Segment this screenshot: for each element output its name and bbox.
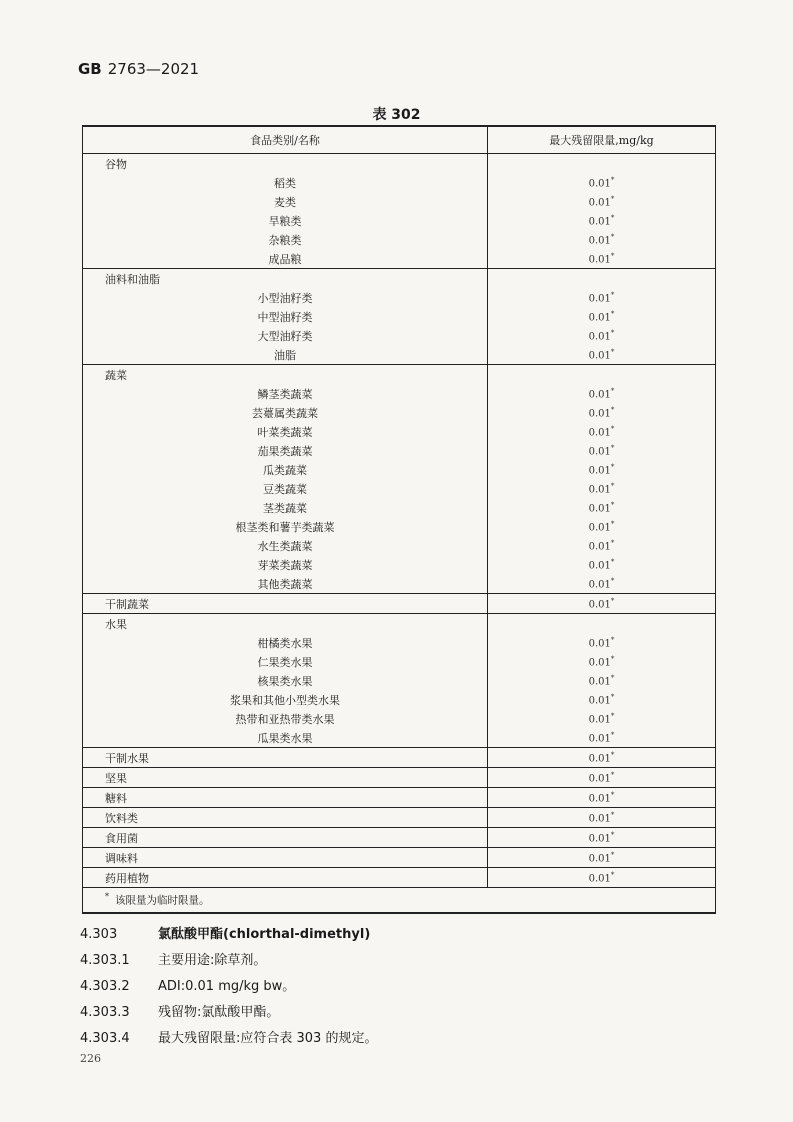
- clause-number: 4.303.4: [80, 1031, 130, 1046]
- mrl-value-cell: [488, 269, 716, 289]
- mrl-value-cell: [488, 498, 716, 517]
- table-row: [83, 808, 716, 828]
- mrl-value: 0.01: [588, 235, 611, 247]
- temporary-limit-mark: *: [610, 770, 615, 779]
- mrl-value-cell: [488, 614, 716, 634]
- mrl-value-cell: [488, 403, 716, 422]
- mrl-value: 0.01: [588, 446, 611, 458]
- clause-residue: [80, 1000, 377, 1026]
- mrl-value-cell: [488, 594, 716, 614]
- temporary-limit-mark: *: [610, 830, 615, 839]
- mrl-value-cell: [488, 868, 716, 888]
- clause-usage: [80, 948, 377, 974]
- food-subcategory: 叶菜类蔬菜: [83, 422, 488, 441]
- food-subcategory: 杂粮类: [83, 230, 488, 249]
- clause-number: 4.303.2: [80, 979, 130, 994]
- table-row: [83, 192, 716, 211]
- food-subcategory: 大型油籽类: [83, 326, 488, 345]
- table-row: [83, 652, 716, 671]
- food-subcategory: 油脂: [83, 345, 488, 365]
- food-subcategory: 热带和亚热带类水果: [83, 709, 488, 728]
- table-row: [83, 788, 716, 808]
- food-category: 水果: [83, 614, 488, 634]
- table-row: [83, 614, 716, 634]
- mrl-value: 0.01: [588, 676, 611, 688]
- mrl-value-cell: [488, 192, 716, 211]
- food-subcategory: 茄果类蔬菜: [83, 441, 488, 460]
- mrl-value-cell: [488, 288, 716, 307]
- mrl-value: 0.01: [588, 178, 611, 190]
- table-row: [83, 365, 716, 385]
- mrl-value-cell: [488, 326, 716, 345]
- food-subcategory: 瓜类蔬菜: [83, 460, 488, 479]
- mrl-value: 0.01: [588, 833, 611, 845]
- mrl-value: 0.01: [588, 733, 611, 745]
- temporary-limit-mark: *: [610, 673, 615, 682]
- mrl-value-cell: [488, 671, 716, 690]
- footnote-text: 该限量为临时限量。: [115, 894, 210, 907]
- food-subcategory: 其他类蔬菜: [83, 574, 488, 594]
- food-subcategory: 鳞茎类蔬菜: [83, 384, 488, 403]
- table-row: [83, 288, 716, 307]
- footnote-mark: *: [105, 892, 109, 902]
- table-row: [83, 154, 716, 174]
- mrl-value: 0.01: [588, 254, 611, 266]
- food-category: 药用植物: [83, 868, 488, 888]
- mrl-value: 0.01: [588, 853, 611, 865]
- temporary-limit-mark: *: [610, 790, 615, 799]
- mrl-value: 0.01: [588, 522, 611, 534]
- mrl-value: 0.01: [588, 599, 611, 611]
- mrl-value: 0.01: [588, 427, 611, 439]
- temporary-limit-mark: *: [610, 386, 615, 395]
- clause-adi: [80, 974, 377, 1000]
- food-subcategory: 浆果和其他小型类水果: [83, 690, 488, 709]
- table-row: [83, 728, 716, 748]
- table-row: [83, 828, 716, 848]
- clause-text: 最大残留限量:应符合表 303 的规定。: [158, 1031, 378, 1046]
- mrl-value-cell: [488, 848, 716, 868]
- table-row: [83, 211, 716, 230]
- temporary-limit-mark: *: [610, 424, 615, 433]
- table-row: [83, 768, 716, 788]
- table-row: [83, 173, 716, 192]
- mrl-value: 0.01: [588, 197, 611, 209]
- mrl-value: 0.01: [588, 312, 611, 324]
- mrl-value-cell: [488, 173, 716, 192]
- clause-text: ADI:0.01 mg/kg bw。: [158, 979, 296, 994]
- mrl-value: 0.01: [588, 873, 611, 885]
- temporary-limit-mark: *: [610, 870, 615, 879]
- food-subcategory: 芽菜类蔬菜: [83, 555, 488, 574]
- food-category: 干制水果: [83, 748, 488, 768]
- mrl-value: 0.01: [588, 350, 611, 362]
- food-category: 干制蔬菜: [83, 594, 488, 614]
- temporary-limit-mark: *: [610, 635, 615, 644]
- table-row: [83, 594, 716, 614]
- food-category: 调味料: [83, 848, 488, 868]
- temporary-limit-mark: *: [610, 538, 615, 547]
- col-header-food-category: 食品类别/名称: [83, 126, 488, 154]
- mrl-value: 0.01: [588, 657, 611, 669]
- standard-prefix: GB: [78, 60, 102, 78]
- food-subcategory: 茎类蔬菜: [83, 498, 488, 517]
- temporary-limit-mark: *: [610, 850, 615, 859]
- mrl-value: 0.01: [588, 541, 611, 553]
- clause-list: [80, 922, 377, 1052]
- temporary-limit-mark: *: [610, 462, 615, 471]
- mrl-value: 0.01: [588, 773, 611, 785]
- food-subcategory: 水生类蔬菜: [83, 536, 488, 555]
- mrl-value: 0.01: [588, 579, 611, 591]
- mrl-value: 0.01: [588, 216, 611, 228]
- standard-number: 2763—2021: [107, 60, 200, 78]
- table-caption: 表 302: [372, 107, 421, 123]
- mrl-value-cell: [488, 652, 716, 671]
- table-row: [83, 460, 716, 479]
- food-category: 饮料类: [83, 808, 488, 828]
- food-subcategory: 成品粮: [83, 249, 488, 269]
- table-row: [83, 249, 716, 269]
- mrl-value-cell: [488, 709, 716, 728]
- table-header-row: [83, 126, 716, 154]
- mrl-value: 0.01: [588, 331, 611, 343]
- table-row: [83, 307, 716, 326]
- mrl-value-cell: [488, 633, 716, 652]
- temporary-limit-mark: *: [610, 347, 615, 356]
- food-subcategory: 柑橘类水果: [83, 633, 488, 652]
- temporary-limit-mark: *: [610, 213, 615, 222]
- table-row: [83, 384, 716, 403]
- table-row: [83, 498, 716, 517]
- temporary-limit-mark: *: [610, 194, 615, 203]
- table-row: [83, 574, 716, 594]
- temporary-limit-mark: *: [610, 481, 615, 490]
- clause-number: 4.303.1: [80, 953, 130, 968]
- food-subcategory: 小型油籽类: [83, 288, 488, 307]
- temporary-limit-mark: *: [610, 750, 615, 759]
- mrl-value: 0.01: [588, 503, 611, 515]
- mrl-value: 0.01: [588, 465, 611, 477]
- mrl-value-cell: [488, 422, 716, 441]
- table-row: [83, 748, 716, 768]
- clause-text: 残留物:氯酞酸甲酯。: [158, 1005, 280, 1020]
- mrl-value-cell: [488, 384, 716, 403]
- mrl-value-cell: [488, 211, 716, 230]
- table-body: [83, 154, 716, 914]
- temporary-limit-mark: *: [610, 500, 615, 509]
- mrl-value-cell: [488, 230, 716, 249]
- mrl-value: 0.01: [588, 408, 611, 420]
- mrl-value-cell: [488, 690, 716, 709]
- temporary-limit-mark: *: [610, 576, 615, 585]
- temporary-limit-mark: *: [610, 557, 615, 566]
- food-subcategory: 根茎类和薯芋类蔬菜: [83, 517, 488, 536]
- clause-text: 主要用途:除草剂。: [158, 953, 267, 968]
- temporary-limit-mark: *: [610, 519, 615, 528]
- table-row: [83, 633, 716, 652]
- table-row: [83, 230, 716, 249]
- mrl-value-cell: [488, 479, 716, 498]
- mrl-value-cell: [488, 536, 716, 555]
- temporary-limit-mark: *: [610, 596, 615, 605]
- mrl-value-cell: [488, 808, 716, 828]
- table-row: [83, 269, 716, 289]
- table-footnote: [83, 888, 716, 914]
- clause-heading: [80, 922, 377, 948]
- table-row: [83, 848, 716, 868]
- mrl-value-cell: [488, 307, 716, 326]
- table-row: [83, 671, 716, 690]
- temporary-limit-mark: *: [610, 309, 615, 318]
- table-row: [83, 868, 716, 888]
- mrl-value: 0.01: [588, 293, 611, 305]
- mrl-value-cell: [488, 365, 716, 385]
- table-row: [83, 326, 716, 345]
- food-subcategory: 芸薹属类蔬菜: [83, 403, 488, 422]
- table-row: [83, 422, 716, 441]
- temporary-limit-mark: *: [610, 232, 615, 241]
- mrl-value-cell: [488, 788, 716, 808]
- temporary-limit-mark: *: [610, 654, 615, 663]
- mrl-value: 0.01: [588, 638, 611, 650]
- mrl-value-cell: [488, 828, 716, 848]
- food-subcategory: 瓜果类水果: [83, 728, 488, 748]
- food-category: 油料和油脂: [83, 269, 488, 289]
- table-row: [83, 690, 716, 709]
- food-subcategory: 稻类: [83, 173, 488, 192]
- mrl-value: 0.01: [588, 813, 611, 825]
- food-subcategory: 旱粮类: [83, 211, 488, 230]
- food-category: 食用菌: [83, 828, 488, 848]
- temporary-limit-mark: *: [610, 405, 615, 414]
- mrl-value-cell: [488, 517, 716, 536]
- clause-number: 4.303: [80, 927, 118, 942]
- temporary-limit-mark: *: [610, 328, 615, 337]
- food-category: 坚果: [83, 768, 488, 788]
- clause-number: 4.303.3: [80, 1005, 130, 1020]
- mrl-value-cell: [488, 574, 716, 594]
- mrl-value-cell: [488, 345, 716, 365]
- mrl-value-cell: [488, 555, 716, 574]
- temporary-limit-mark: *: [610, 443, 615, 452]
- temporary-limit-mark: *: [610, 251, 615, 260]
- mrl-value: 0.01: [588, 793, 611, 805]
- table-row: [83, 403, 716, 422]
- food-subcategory: 核果类水果: [83, 671, 488, 690]
- temporary-limit-mark: *: [610, 175, 615, 184]
- table-row: [83, 555, 716, 574]
- mrl-value: 0.01: [588, 389, 611, 401]
- mrl-value: 0.01: [588, 695, 611, 707]
- mrl-value: 0.01: [588, 753, 611, 765]
- food-category: 蔬菜: [83, 365, 488, 385]
- food-category: 谷物: [83, 154, 488, 174]
- table-row: [83, 517, 716, 536]
- temporary-limit-mark: *: [610, 290, 615, 299]
- table-row: [83, 709, 716, 728]
- mrl-value-cell: [488, 768, 716, 788]
- food-category: 糖料: [83, 788, 488, 808]
- temporary-limit-mark: *: [610, 711, 615, 720]
- mrl-value-cell: [488, 460, 716, 479]
- table-row: [83, 345, 716, 365]
- mrl-value-cell: [488, 154, 716, 174]
- page-number: 226: [80, 1052, 101, 1065]
- standard-header: [78, 60, 199, 78]
- food-subcategory: 豆类蔬菜: [83, 479, 488, 498]
- clause-mrl: [80, 1026, 377, 1052]
- temporary-limit-mark: *: [610, 810, 615, 819]
- mrl-table: [82, 125, 716, 914]
- mrl-value-cell: [488, 748, 716, 768]
- food-subcategory: 仁果类水果: [83, 652, 488, 671]
- col-header-max-residue: 最大残留限量,mg/kg: [488, 126, 716, 154]
- food-subcategory: 麦类: [83, 192, 488, 211]
- temporary-limit-mark: *: [610, 730, 615, 739]
- mrl-value: 0.01: [588, 714, 611, 726]
- table-row: [83, 536, 716, 555]
- mrl-value-cell: [488, 441, 716, 460]
- mrl-value-cell: [488, 249, 716, 269]
- mrl-value: 0.01: [588, 560, 611, 572]
- clause-title: 氯酞酸甲酯(chlorthal-dimethyl): [158, 927, 371, 942]
- table-row: [83, 479, 716, 498]
- mrl-value-cell: [488, 728, 716, 748]
- table-footnote-row: [83, 888, 716, 914]
- table-row: [83, 441, 716, 460]
- food-subcategory: 中型油籽类: [83, 307, 488, 326]
- temporary-limit-mark: *: [610, 692, 615, 701]
- mrl-value: 0.01: [588, 484, 611, 496]
